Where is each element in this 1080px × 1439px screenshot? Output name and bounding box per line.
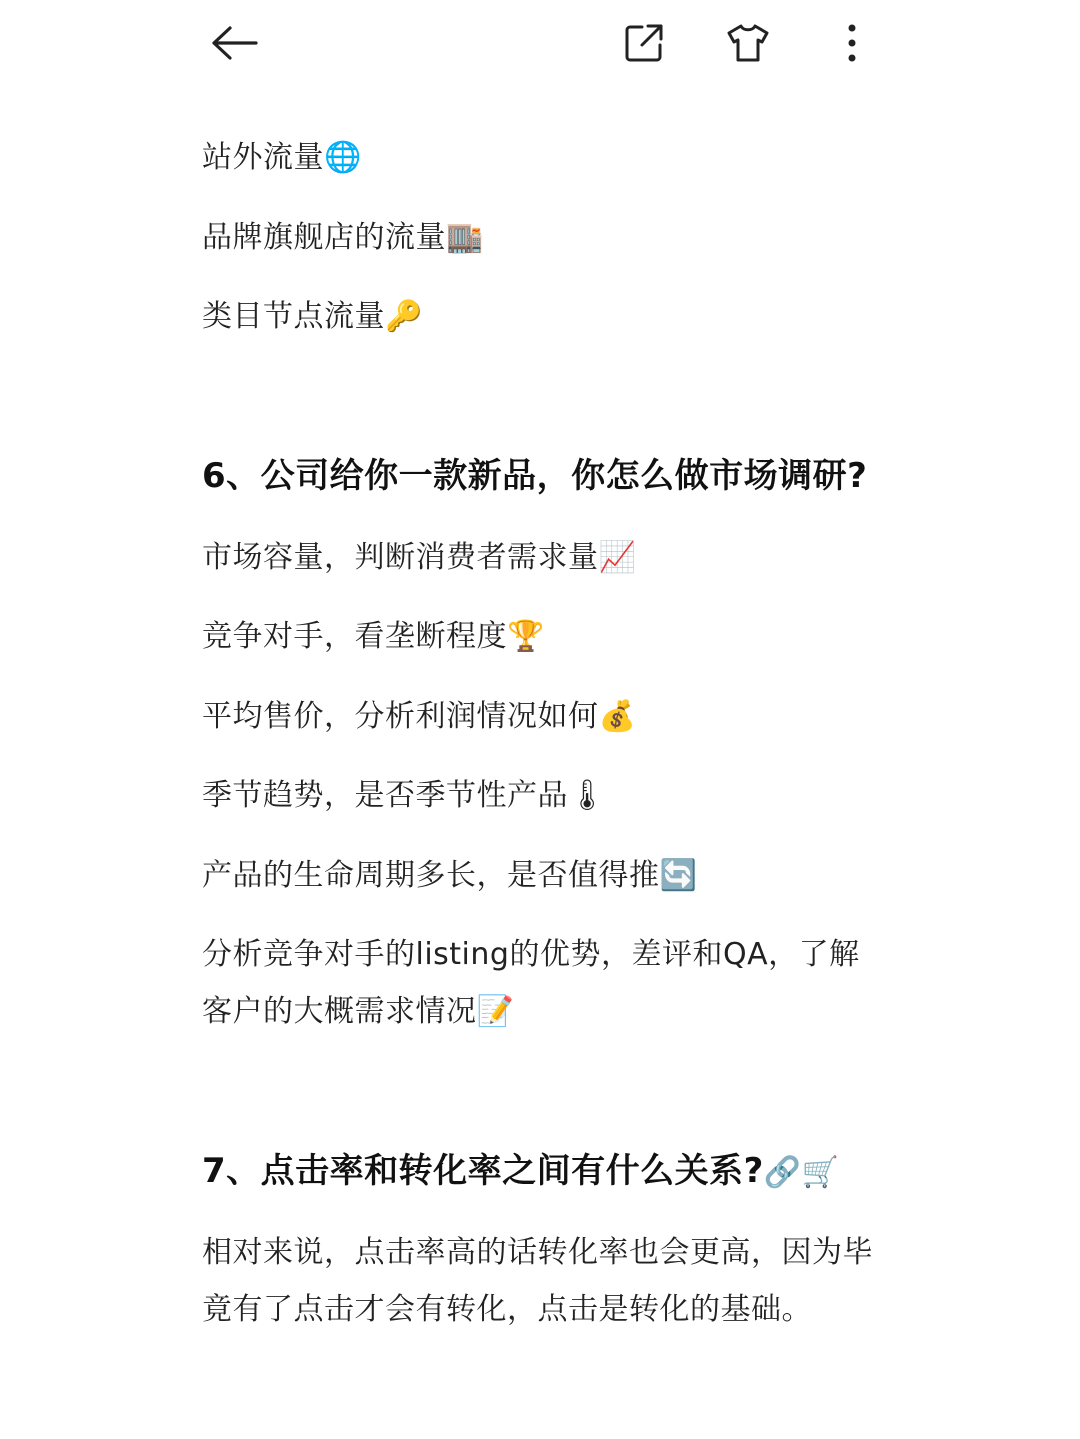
list-item: 站外流量🌐 (202, 140, 362, 175)
external-share-icon (622, 21, 666, 65)
list-item: 季节趋势，是否季节性产品🌡 (202, 778, 607, 813)
money-bag-icon: 💰 (598, 699, 637, 734)
back-button[interactable] (204, 13, 264, 73)
key-icon: 🔑 (385, 299, 423, 334)
share-button[interactable] (614, 13, 674, 73)
paragraph-line: 客户的大概需求情况📝 (202, 994, 515, 1029)
top-toolbar (0, 0, 1080, 90)
list-item: 平均售价，分析利润情况如何💰 (202, 699, 637, 734)
cycle-arrows-icon: 🔄 (659, 858, 698, 893)
memo-icon: 📝 (476, 994, 515, 1029)
paragraph-line: 相对来说，点击率高的话转化率也会更高，因为毕 (202, 1235, 873, 1270)
paragraph-line: 竟有了点击才会有转化，点击是转化的基础。 (202, 1292, 812, 1327)
section-heading: 6、公司给你一款新品，你怎么做市场调研? (202, 456, 868, 496)
section-heading: 7、点击率和转化率之间有什么关系?🔗🛒 (202, 1151, 840, 1191)
t-shirt-icon (725, 22, 771, 64)
thermometer-icon: 🌡 (568, 778, 607, 813)
vertical-dots-icon (846, 23, 858, 63)
arrow-left-icon (208, 23, 260, 63)
list-item: 竞争对手，看垄断程度🏆 (202, 619, 545, 654)
department-store-icon: 🏬 (446, 220, 484, 255)
link-cart-icon: 🔗🛒 (763, 1155, 840, 1190)
more-options-button[interactable] (822, 13, 882, 73)
list-item: 市场容量，判断消费者需求量📈 (202, 540, 637, 575)
chart-up-icon: 📈 (598, 540, 637, 575)
globe-icon: 🌐 (324, 140, 362, 175)
list-item: 类目节点流量🔑 (202, 299, 423, 334)
trophy-icon: 🏆 (507, 619, 545, 654)
list-item: 产品的生命周期多长，是否值得推🔄 (202, 858, 698, 893)
list-item: 品牌旗舰店的流量🏬 (202, 220, 484, 255)
paragraph-line: 分析竞争对手的listing的优势，差评和QA，了解 (202, 937, 860, 972)
tshirt-button[interactable] (718, 13, 778, 73)
